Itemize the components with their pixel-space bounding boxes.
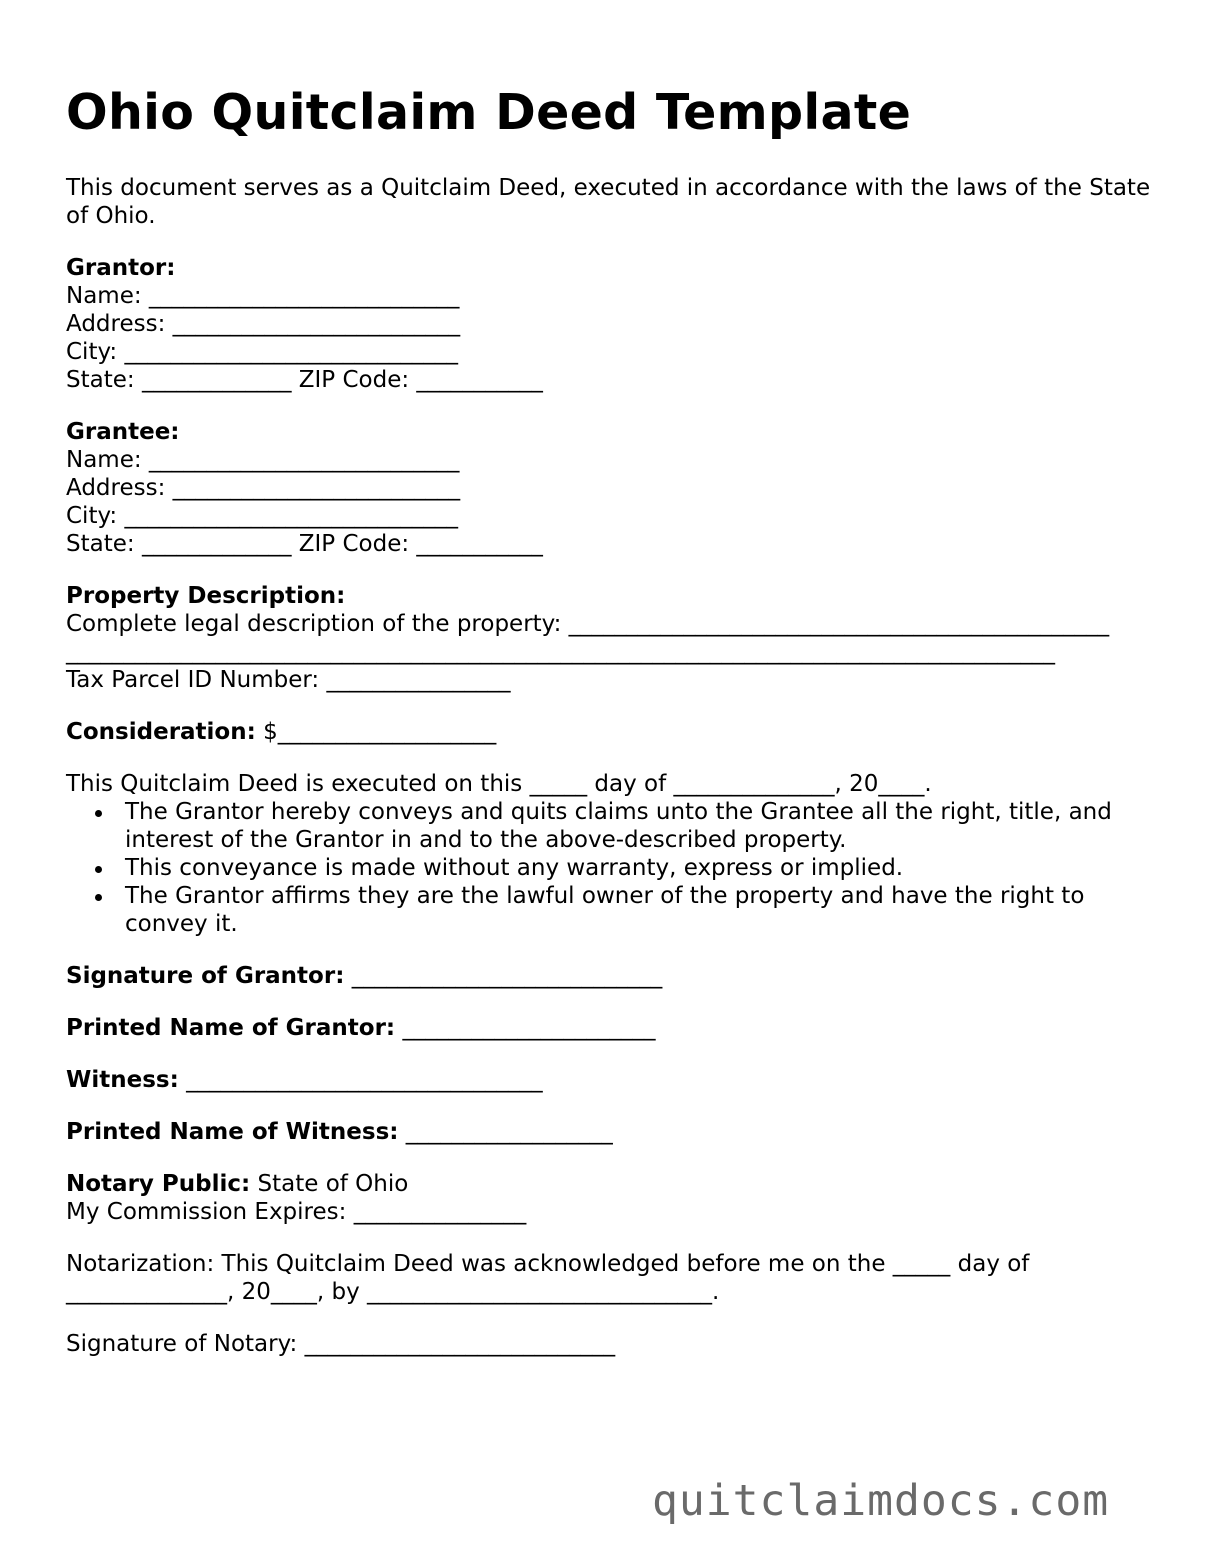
grantor-section — [66, 254, 1166, 394]
notary-public-line — [66, 1170, 1166, 1198]
site-watermark: quitclaimdocs.com — [652, 1476, 1110, 1526]
grantor-signature-line[interactable]: ___________________________ — [344, 963, 663, 989]
witness-field[interactable] — [66, 1066, 1166, 1094]
list-item: The Grantor affirms they are the lawful owner of the property and have the right to convey it. — [125, 882, 1166, 938]
grantor-state-zip-field[interactable]: State: _____________ ZIP Code: ___________ — [66, 367, 543, 393]
intro-paragraph: This document serves as a Quitclaim Deed, executed in accordance with the laws of the State of Ohio. — [66, 175, 1151, 229]
property-heading: Property Description: — [66, 583, 346, 609]
notary-signature-field[interactable]: Signature of Notary: ___________________________ — [66, 1331, 616, 1357]
witness-printed-name-label: Printed Name of Witness: — [66, 1119, 399, 1145]
notary-section — [66, 1170, 1166, 1226]
page-title: Ohio Quitclaim Deed Template — [66, 84, 912, 141]
execution-date-line[interactable]: This Quitclaim Deed is executed on this _____ day of ______________, 20____. — [66, 771, 932, 797]
grantor-printed-name-field[interactable] — [66, 1014, 1166, 1042]
notary-state: State of Ohio — [250, 1171, 409, 1197]
grantor-address-field[interactable]: Address: _________________________ — [66, 311, 461, 337]
witness-label: Witness: — [66, 1067, 179, 1093]
list-item: This conveyance is made without any warranty, express or implied. — [125, 854, 1166, 882]
grantee-heading: Grantee: — [66, 419, 180, 445]
consideration-field[interactable] — [66, 718, 1166, 746]
tax-parcel-id-field[interactable]: Tax Parcel ID Number: ________________ — [66, 667, 511, 693]
notary-label: Notary Public: — [66, 1171, 251, 1197]
notarization-paragraph[interactable]: Notarization: This Quitclaim Deed was acknowledged before me on the _____ day of ______________, 20____, by ______________________________. — [66, 1251, 1030, 1305]
property-section — [66, 582, 1166, 694]
legal-description-continuation[interactable]: ______________________________________________________________________________________ — [66, 639, 1055, 665]
grantee-address-field[interactable]: Address: _________________________ — [66, 475, 461, 501]
grantor-city-field[interactable]: City: _____________________________ — [66, 339, 458, 365]
grantee-city-field[interactable]: City: _____________________________ — [66, 503, 458, 529]
witness-printed-name-field[interactable] — [66, 1118, 1166, 1146]
document-page — [66, 84, 1166, 1358]
grantor-printed-name-label: Printed Name of Grantor: — [66, 1015, 396, 1041]
grantor-signature-field[interactable] — [66, 962, 1166, 990]
witness-printed-name-line[interactable]: __________________ — [398, 1119, 613, 1145]
consideration-label: Consideration: — [66, 719, 256, 745]
list-item: The Grantor hereby conveys and quits claims unto the Grantee all the right, title, and interest of the Grantor in and to the above-described property. — [125, 798, 1166, 854]
grantor-signature-label: Signature of Grantor: — [66, 963, 345, 989]
legal-description-field[interactable]: Complete legal description of the property: _______________________________________________ — [66, 611, 1110, 637]
commission-expires-field[interactable]: My Commission Expires: _______________ — [66, 1199, 527, 1225]
consideration-value[interactable]: $___________________ — [255, 719, 497, 745]
terms-list — [66, 798, 1166, 938]
grantor-printed-name-line[interactable]: ______________________ — [395, 1015, 656, 1041]
grantee-state-zip-field[interactable]: State: _____________ ZIP Code: ___________ — [66, 531, 543, 557]
grantor-name-field[interactable]: Name: ___________________________ — [66, 283, 460, 309]
grantee-section — [66, 418, 1166, 558]
witness-line[interactable]: _______________________________ — [178, 1067, 543, 1093]
grantee-name-field[interactable]: Name: ___________________________ — [66, 447, 460, 473]
grantor-heading: Grantor: — [66, 255, 176, 281]
